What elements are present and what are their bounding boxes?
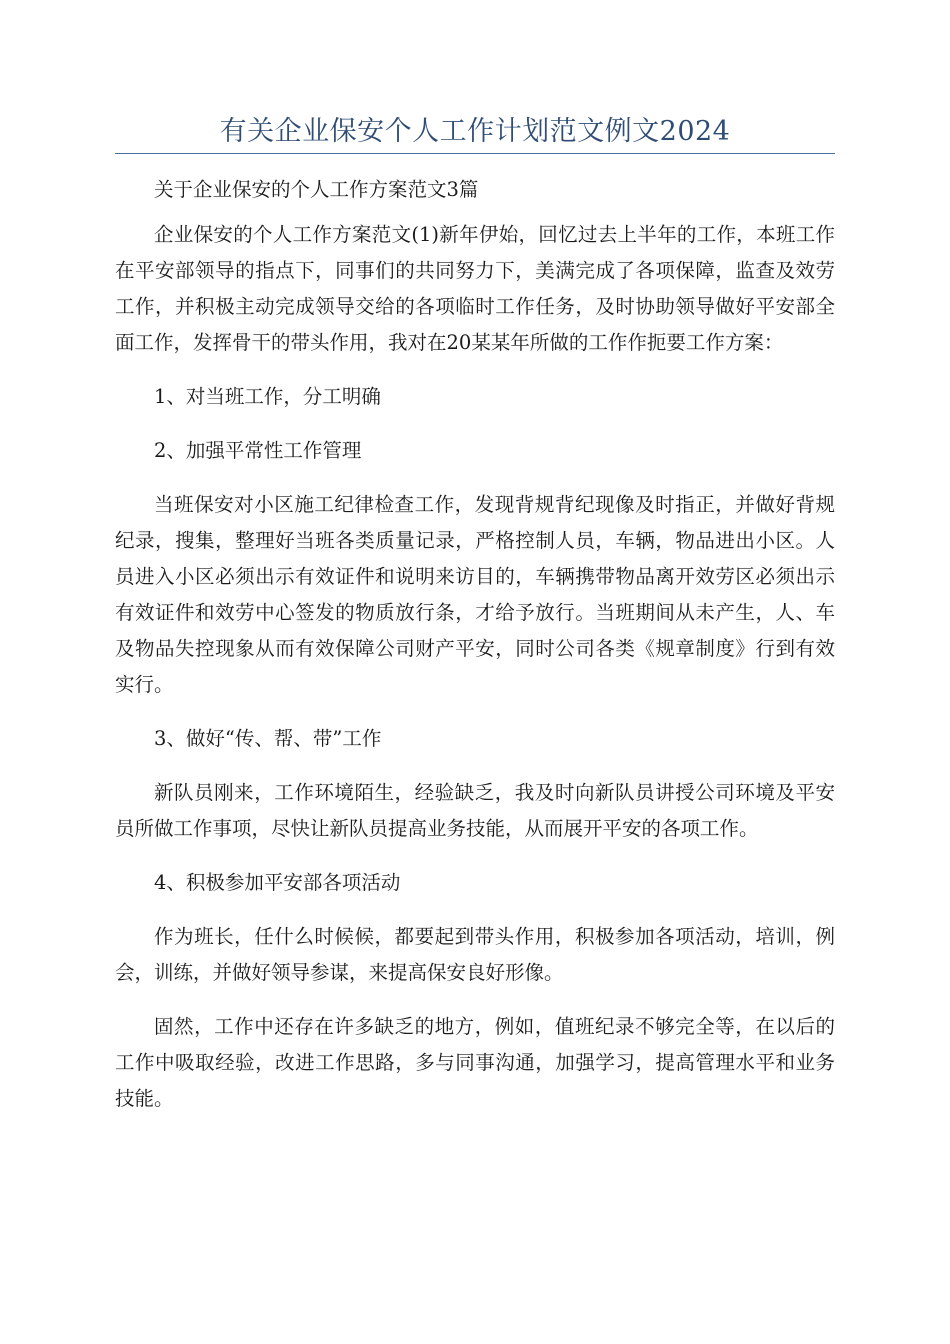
section-4-paragraph: 作为班长，任什么时候候，都要起到带头作用，积极参加各项活动，培训，例会，训练，并做好领导参谋，来提高保安良好形像。 (115, 925, 835, 984)
section-heading-1: 1、对当班工作，分工明确 (154, 385, 381, 408)
section-2-paragraph: 当班保安对小区施工纪律检查工作，发现背规背纪现像及时指正，并做好背规纪录，搜集，整理好当班各类质量记录，严格控制人员，车辆，物品进出小区。人员进入小区必须出示有效证件和说明来访目的，车辆携带物品离开效劳区必须出示有效证件和效劳中心签发的物质放行条，才给予放行。当班期间从未产生，人、车及物品失控现象从而有效保障公司财产平安，同时公司各类《规章制度》行到有效实行。 (115, 493, 835, 696)
document-title: 有关企业保安个人工作计划范文例文2024 (219, 116, 731, 147)
document-body (115, 172, 835, 1117)
section-3-paragraph: 新队员刚来，工作环境陌生，经验缺乏，我及时向新队员讲授公司环境及平安员所做工作事项，尽快让新队员提高业务技能，从而展开平安的各项工作。 (115, 781, 835, 840)
section-heading-4: 4、积极参加平安部各项活动 (154, 871, 401, 894)
section-heading-3: 3、做好“传、帮、带”工作 (154, 727, 382, 750)
closing-paragraph: 固然，工作中还存在许多缺乏的地方，例如，值班纪录不够完全等，在以后的工作中吸取经验，改进工作思路，多与同事沟通，加强学习，提高管理水平和业务技能。 (115, 1015, 835, 1110)
section-heading-2: 2、加强平常性工作管理 (154, 439, 362, 462)
title-underline (115, 153, 835, 154)
subtitle-paragraph: 关于企业保安的个人工作方案范文3篇 (154, 178, 479, 201)
intro-paragraph: 企业保安的个人工作方案范文(1)新年伊始，回忆过去上半年的工作，本班工作在平安部领导的指点下，同事们的共同努力下，美满完成了各项保障，监查及效劳工作，并积极主动完成领导交给的各项临时工作任务，及时协助领导做好平安部全面工作，发挥骨干的带头作用，我对在20某某年所做的工作作扼要工作方案： (115, 223, 835, 354)
